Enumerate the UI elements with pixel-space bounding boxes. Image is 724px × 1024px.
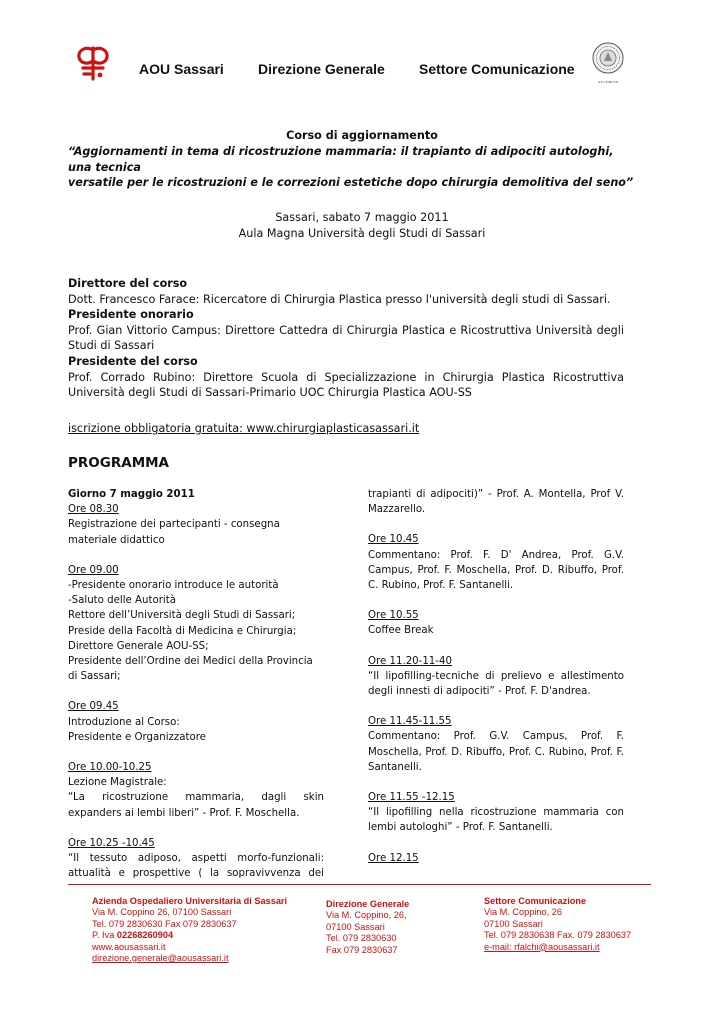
registration-link[interactable]: iscrizione obbligatoria gratuita: www.chirurgiaplasticasassari.it	[68, 422, 420, 435]
honorary-heading: Presidente onorario	[68, 308, 194, 322]
footer-fax: Fax 079 2830637	[326, 944, 398, 955]
footer-address: Via M. Coppino 26, 07100 Sassari	[92, 907, 232, 918]
session-time: Ore 10.00-10.25	[68, 762, 152, 774]
session-text: Direttore Generale AOU-SS;	[68, 640, 209, 652]
roles-section	[68, 276, 624, 401]
session-text: trapianti di adipociti)” - Prof. A. Montella, Prof V. Mazzarello.	[368, 489, 624, 516]
session-time: Ore 11.55 -12.15	[368, 792, 455, 804]
session-text: Coffee Break	[368, 625, 434, 637]
session-time: Ore 11.20-11-40	[368, 655, 452, 667]
footer-col-azienda	[92, 896, 317, 964]
footer-email[interactable]: direzione.generale@aousassari.it	[92, 953, 229, 964]
president-heading: Presidente del corso	[68, 354, 198, 368]
session-time: Ore 10.25 -10.45	[68, 837, 155, 849]
session-text: Lezione Magistrale:	[68, 777, 167, 789]
course-title-line2: versatile per le ricostruzioni e le correzioni estetiche dopo chirurgia demolitiva del seno”	[68, 176, 634, 190]
session-text: Preside della Facoltà di Medicina e Chirurgia;	[68, 625, 297, 637]
university-seal-icon	[592, 42, 624, 84]
program-left-column	[68, 487, 324, 881]
session-text: “Il lipofilling nella ricostruzione mammaria con lembi autologhi” - Prof. F. Santanelli.	[368, 807, 624, 834]
piva-value: 02268260904	[116, 930, 174, 941]
session-time: Ore 10.55	[368, 610, 419, 622]
footer-address: Via M. Coppino, 26	[484, 907, 562, 918]
president-text: Prof. Corrado Rubino: Direttore Scuola di Specializzazione in Chirurgia Plastica Ricostruttiva Università degli Studi di Sassari-Primario UOC Chirurgia Plastica AOU-SS	[68, 370, 624, 400]
header-org: AOU Sassari	[139, 61, 224, 77]
session-time: Ore 09.45	[68, 701, 119, 713]
session-text: Commentano: Prof. F. D' Andrea, Prof. G.V. Campus, Prof. F. Moschella, Prof. D. Ribuffo, Prof. C. Rubino, Prof. F. Santanelli.	[368, 549, 624, 592]
footer-phone: Tel. 079 2830638 Fax. 079 2830637	[484, 930, 632, 941]
session-text: Rettore dell’Università degli Studi di Sassari;	[68, 610, 296, 622]
session-text: Commentano: Prof. G.V. Campus, Prof. F. Moschella, Prof. D. Ribuffo, Prof. C. Rubino, Prof. F. Santanelli.	[368, 731, 624, 773]
programma-heading: PROGRAMMA	[68, 455, 170, 471]
footer-phone: Tel. 079 2830630	[326, 933, 397, 944]
session-text: Introduzione al Corso:	[68, 716, 180, 728]
footer-email[interactable]: e-mail: rfalchi@aousassari.it	[484, 941, 600, 952]
footer-comunicazione-title: Settore Comunicazione	[484, 896, 587, 906]
course-title-line1: “Aggiornamenti in tema di ricostruzione mammaria: il trapianto di adipociti autologhi, una tecnica	[68, 145, 614, 174]
session-time: Ore 12.15	[368, 852, 419, 864]
footer-address: Via M. Coppino, 26,	[326, 910, 407, 921]
session-time: Ore 08.30	[68, 504, 119, 516]
session-text: “Il tessuto adiposo, aspetti morfo-funzionali: attualità e prospettive ( la sopravivvenza dei	[68, 853, 324, 880]
footer-direzione-title: Direzione Generale	[326, 899, 410, 909]
session-time: Ore 09.00	[68, 564, 119, 576]
session-text: Registrazione dei partecipanti - consegna materiale didattico	[68, 519, 280, 546]
footer-col-direzione	[326, 899, 466, 956]
seal-caption: A.D. MDLXII	[597, 80, 619, 84]
session-text: -Saluto delle Autorità	[68, 595, 176, 607]
director-heading: Direttore del corso	[68, 277, 188, 290]
header-sector: Settore Comunicazione	[419, 61, 575, 77]
piva-label: P. Iva	[92, 930, 117, 941]
program-day: Giorno 7 maggio 2011	[68, 489, 195, 500]
footer-phone: Tel. 079 2830630 Fax 079 2830637	[92, 918, 237, 929]
director-text: Dott. Francesco Farace: Ricercatore di Chirurgia Plastica presso l'università degli studi di Sassari.	[68, 292, 611, 306]
course-title	[68, 144, 638, 191]
footer-col-comunicazione	[484, 896, 659, 953]
session-text: Presidente dell’Ordine dei Medici della Provincia di Sassari;	[68, 656, 313, 683]
footer-piva	[92, 930, 317, 941]
footer-address: 07100 Sassari	[326, 921, 385, 932]
honorary-text: Prof. Gian Vittorio Campus: Direttore Cattedra di Chirurgia Plastica e Ricostruttiva Università degli Studi di Sassari	[68, 323, 624, 353]
aou-logo-icon	[74, 44, 112, 82]
footer-azienda-title: Azienda Ospedaliero Universitaria di Sassari	[92, 896, 288, 906]
course-kind: Corso di aggiornamento	[286, 129, 438, 142]
event-venue: Aula Magna Università degli Studi di Sassari	[238, 227, 486, 240]
footer-website[interactable]: www.aousassari.it	[92, 941, 166, 952]
event-date: Sassari, sabato 7 maggio 2011	[275, 211, 449, 224]
footer-address: 07100 Sassari	[484, 918, 543, 929]
header-dept: Direzione Generale	[258, 61, 385, 77]
session-text: “Il lipofilling-tecniche di prelievo e allestimento degli innesti di adipociti” - Prof. F. D'andrea.	[368, 670, 624, 698]
session-text: Presidente e Organizzatore	[68, 731, 206, 743]
footer-divider	[68, 884, 651, 885]
session-time: Ore 11.45-11.55	[368, 716, 452, 728]
session-text: -Presidente onorario introduce le autorità	[68, 580, 279, 592]
program-right-column	[368, 487, 624, 866]
session-time: Ore 10.45	[368, 534, 419, 546]
session-text: “La ricostruzione mammaria, dagli skin expanders ai lembi liberi” - Prof. F. Moschella.	[68, 792, 324, 819]
